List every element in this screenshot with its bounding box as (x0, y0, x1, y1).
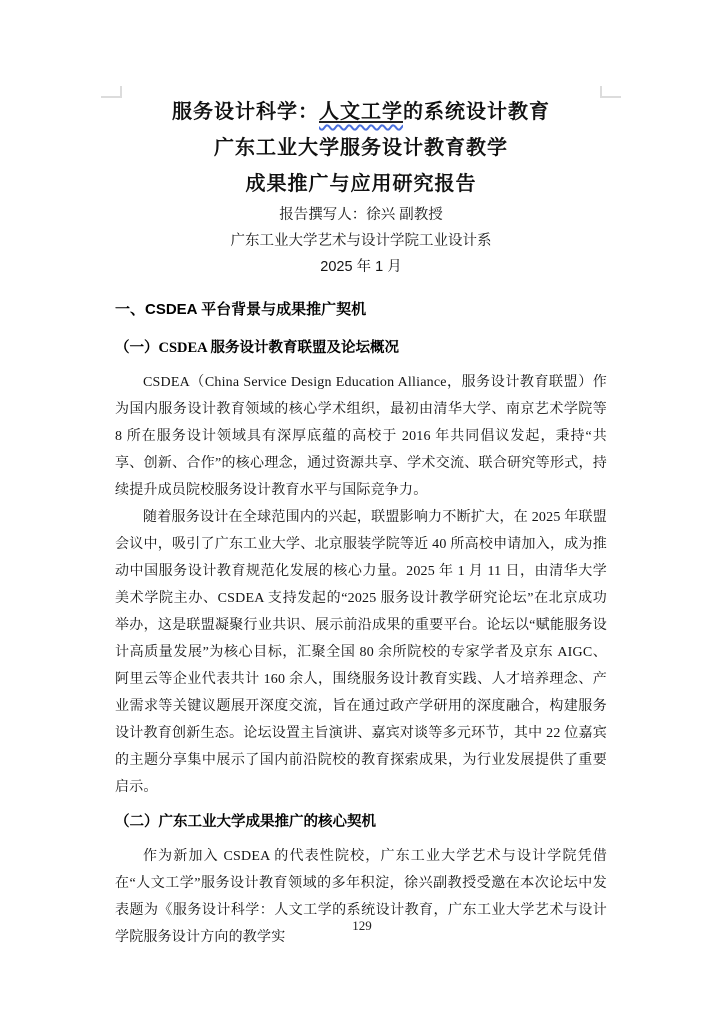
report-title-line-2: 广东工业大学服务设计教育教学 (214, 137, 508, 159)
byline-affiliation: 广东工业大学艺术与设计学院工业设计系 (230, 233, 492, 249)
spellcheck-wavy-underline (319, 101, 403, 123)
paragraph-csdea-intro: CSDEA（China Service Design Education Alliance，服务设计教育联盟）作为国内服务设计教育领域的核心学术组织，最初由清华大学、南京艺术学院等 8 所在服务设计领域具有深厚底蕴的高校于 2016 年共同倡议发起，秉持“共享、创新、合作”的核心理念，通过资源共享、学术交流、联合研究等形式，持续提升成员院校服务设计教育水平与国际竞争力。 (115, 375, 607, 498)
report-title (115, 0, 607, 202)
title-prefix: 服务设计科学： (172, 101, 319, 123)
subsection-heading-1-1: （一）CSDEA 服务设计教育联盟及论坛概况 (115, 340, 399, 356)
report-title-line-1 (115, 94, 607, 130)
subsection-heading-1-2: （二）广东工业大学成果推广的核心契机 (115, 814, 376, 830)
report-title-line-3: 成果推广与应用研究报告 (245, 173, 477, 195)
page-number: 129 (352, 918, 372, 933)
byline-date: 2025 年 1 月 (320, 259, 402, 275)
section-heading-1: 一、CSDEA 平台背景与成果推广契机 (115, 301, 367, 318)
paragraph-forum-overview: 随着服务设计在全球范围内的兴起，联盟影响力不断扩大，在 2025 年联盟会议中，吸引了广东工业大学、北京服装学院等近 40 所高校申请加入，成为推动中国服务设计教育规范化发展的核心力量。2025 年 1 月 11 日，由清华大学美术学院主办、CSDEA 支持发起的“2025 服务设计教学研究论坛”在北京成功举办，这是联盟凝聚行业共识、展示前沿成果的重要平台。论坛以“赋能服务设计高质量发展”为核心目标，汇聚全国 80 余所院校的专家学者及京东 AIGC、阿里云等企业代表共计 160 余人，围绕服务设计教育实践、人才培养理念、产业需求等关键议题展开深度交流，旨在通过政产学研用的深度融合，构建服务设计教育创新生态。论坛设置主旨演讲、嘉宾对谈等多元环节，其中 22 位嘉宾的主题分享集中展示了国内前沿院校的教育探索成果，为行业发展提供了重要启示。 (115, 510, 607, 795)
document-body (115, 0, 607, 951)
paragraph-gdut-opportunity: 作为新加入 CSDEA 的代表性院校，广东工业大学艺术与设计学院凭借在“人文工学”服务设计教育领域的多年积淀，徐兴副教授受邀在本次论坛中发表题为《服务设计科学：人文工学的系统设计教育，广东工业大学艺术与设计学院服务设计方向的教学实 (115, 849, 607, 945)
byline-block (115, 202, 607, 280)
title-underlined-term: 人文工学 (319, 101, 403, 123)
title-suffix: 的系统设计教育 (403, 101, 550, 123)
byline-author: 报告撰写人：徐兴 副教授 (279, 207, 443, 223)
